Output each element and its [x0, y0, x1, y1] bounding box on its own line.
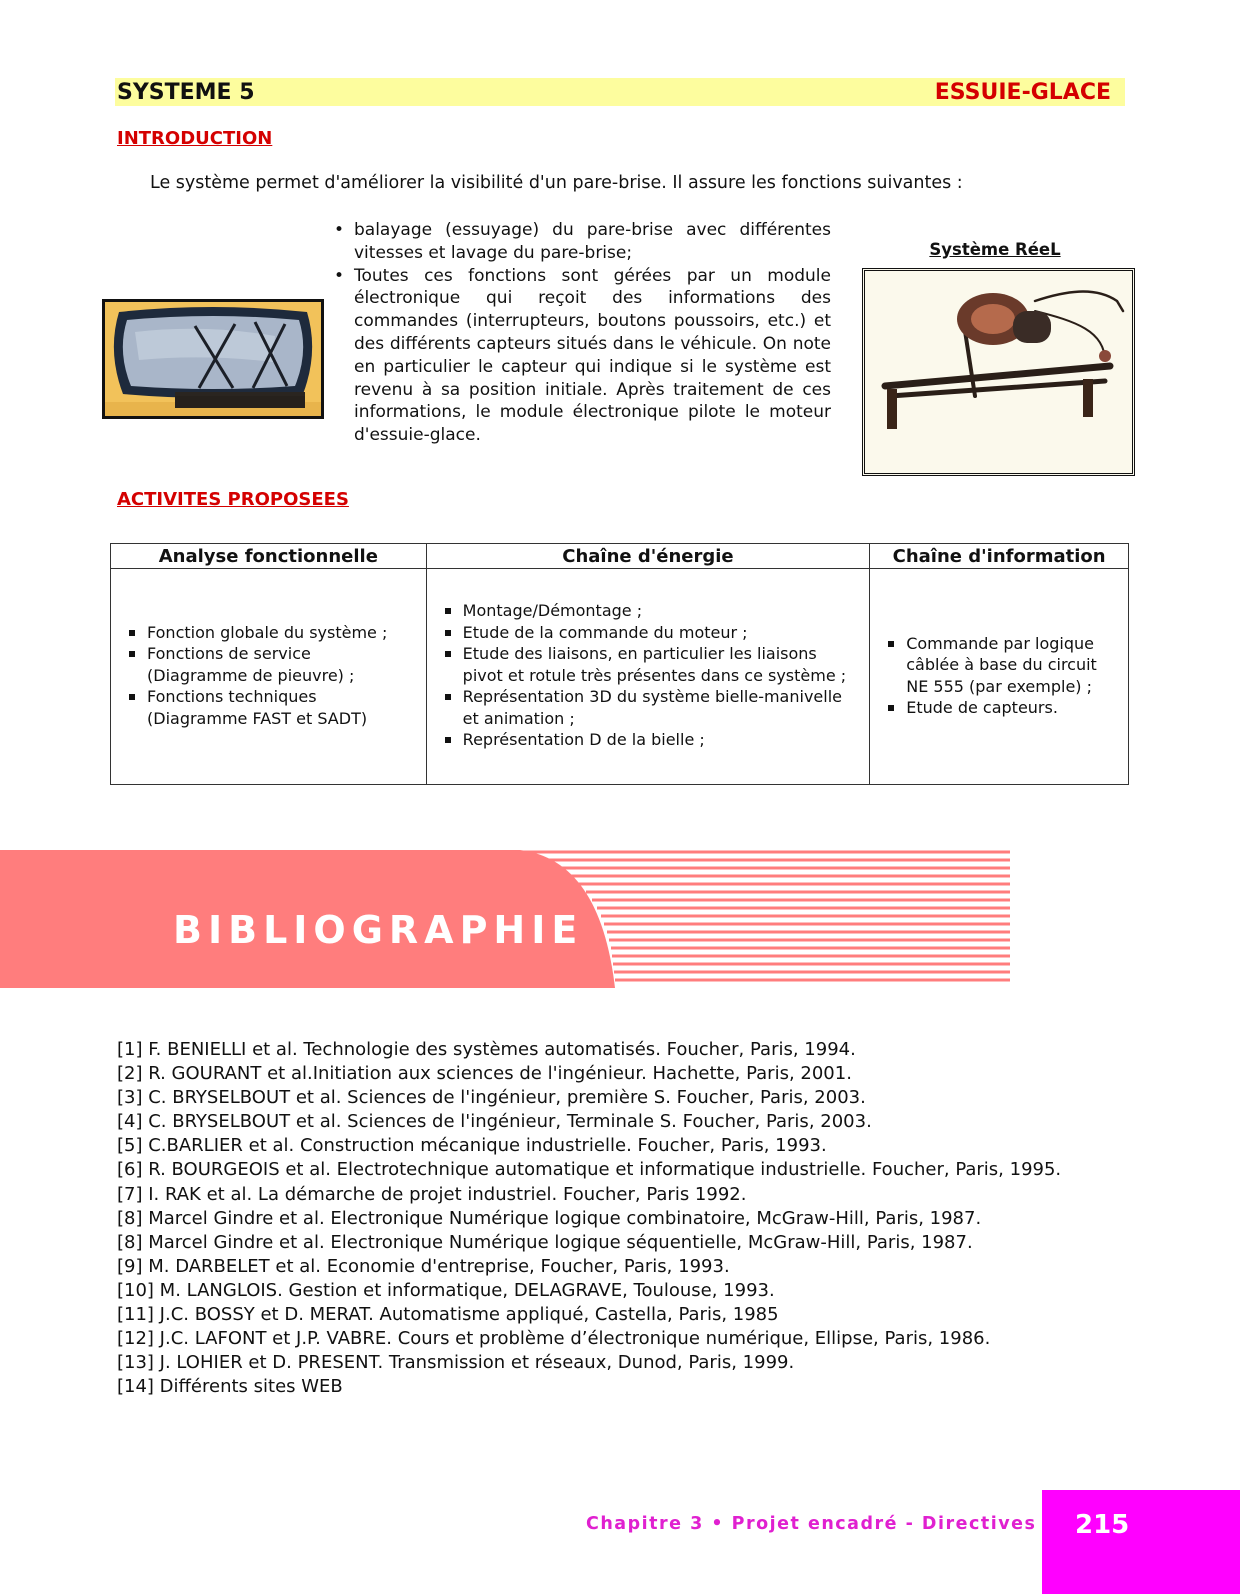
reference-item: [7] I. RAK et al. La démarche de projet industriel. Foucher, Paris 1992. — [117, 1183, 747, 1205]
column-header: Chaîne d'information — [870, 544, 1129, 569]
reference-item: [10] M. LANGLOIS. Gestion et informatique, DELAGRAVE, Toulouse, 1993. — [117, 1279, 775, 1301]
functional-analysis-cell — [111, 569, 427, 785]
reference-item: [8] Marcel Gindre et al. Electronique Numérique logique séquentielle, McGraw-Hill, Paris, 1987. — [117, 1231, 973, 1253]
reference-item: [11] J.C. BOSSY et D. MERAT. Automatisme appliqué, Castella, Paris, 1985 — [117, 1304, 779, 1326]
column-header: Chaîne d'énergie — [426, 544, 870, 569]
reference-item: [4] C. BRYSELBOUT et al. Sciences de l'ingénieur, Terminale S. Foucher, Paris, 2003. — [117, 1111, 872, 1133]
introduction-heading: INTRODUCTION — [117, 128, 273, 149]
wiper-mechanism-photo — [862, 268, 1135, 476]
system-header — [115, 78, 1125, 106]
activity-item: Fonction globale du système ; — [125, 622, 416, 644]
activity-item: Fonctions techniques (Diagramme FAST et SADT) — [125, 686, 416, 729]
reference-item: [13] J. LOHIER et D. PRESENT. Transmission et réseaux, Dunod, Paris, 1999. — [117, 1352, 795, 1374]
activities-heading: ACTIVITES PROPOSEES — [117, 489, 349, 510]
activity-item: Montage/Démontage ; — [441, 600, 860, 622]
activities-table — [110, 543, 1129, 785]
activity-item: Représentation 3D du système bielle-manivelle et animation ; — [441, 686, 860, 729]
reference-item: [6] R. BOURGEOIS et al. Electrotechnique automatique et informatique industrielle. Foucher, Paris, 1995. — [117, 1159, 1062, 1181]
information-chain-cell — [870, 569, 1129, 785]
system-title: ESSUIE-GLACE — [934, 79, 1111, 105]
activity-item: Fonctions de service (Diagramme de pieuvre) ; — [125, 643, 416, 686]
reference-item: [5] C.BARLIER et al. Construction mécanique industrielle. Foucher, Paris, 1993. — [117, 1135, 827, 1157]
system-number: SYSTEME 5 — [117, 79, 255, 105]
reference-item: [8] Marcel Gindre et al. Electronique Numérique logique combinatoire, McGraw-Hill, Paris, 1987. — [117, 1207, 982, 1229]
photo-caption: Système RéeL — [929, 240, 1061, 259]
activity-item: Commande par logique câblée à base du circuit NE 555 (par exemple) ; — [884, 633, 1118, 698]
function-list — [334, 219, 831, 447]
page-number: 215 — [1075, 1510, 1130, 1540]
function-item: • Toutes ces fonctions sont gérées par un module électronique qui reçoit des informations des commandes (interrupteurs, boutons poussoirs, etc.) et des différents capteurs situés dans le véhicule. On note en particulier le capteur qui indique si le système est revenu à sa position initiale. Après traitement de ces informations, le module électronique pilote le moteur d'essuie-glace. — [334, 265, 831, 447]
activity-item: Etude des liaisons, en particulier les liaisons pivot et rotule très présentes dans ce système ; — [441, 643, 860, 686]
windshield-photo — [102, 299, 324, 419]
activity-item: Représentation D de la bielle ; — [441, 729, 860, 751]
energy-chain-cell — [426, 569, 870, 785]
reference-item: [14] Différents sites WEB — [117, 1376, 343, 1398]
reference-item: [12] J.C. LAFONT et J.P. VABRE. Cours et problème d’électronique numérique, Ellipse, Paris, 1986. — [117, 1328, 991, 1350]
activity-item: Etude de la commande du moteur ; — [441, 622, 860, 644]
reference-list — [117, 1038, 1061, 1399]
page-number-box — [1042, 1490, 1240, 1594]
chapter-footer: Chapitre 3 • Projet encadré - Directives — [586, 1514, 1037, 1534]
bibliography-title: BIBLIOGRAPHIE — [173, 908, 584, 952]
reference-item: [9] M. DARBELET et al. Economie d'entreprise, Foucher, Paris, 1993. — [117, 1255, 730, 1277]
reference-item: [2] R. GOURANT et al.Initiation aux sciences de l'ingénieur. Hachette, Paris, 2001. — [117, 1063, 852, 1085]
activity-item: Etude de capteurs. — [884, 697, 1118, 719]
column-header: Analyse fonctionnelle — [111, 544, 427, 569]
function-item: • balayage (essuyage) du pare-brise avec différentes vitesses et lavage du pare-brise; — [334, 219, 831, 265]
reference-item: [1] F. BENIELLI et al. Technologie des systèmes automatisés. Foucher, Paris, 1994. — [117, 1039, 856, 1060]
introduction-text: Le système permet d'améliorer la visibilité d'un pare-brise. Il assure les fonctions suivantes : — [150, 173, 963, 193]
reference-item: [3] C. BRYSELBOUT et al. Sciences de l'ingénieur, première S. Foucher, Paris, 2003. — [117, 1087, 866, 1109]
